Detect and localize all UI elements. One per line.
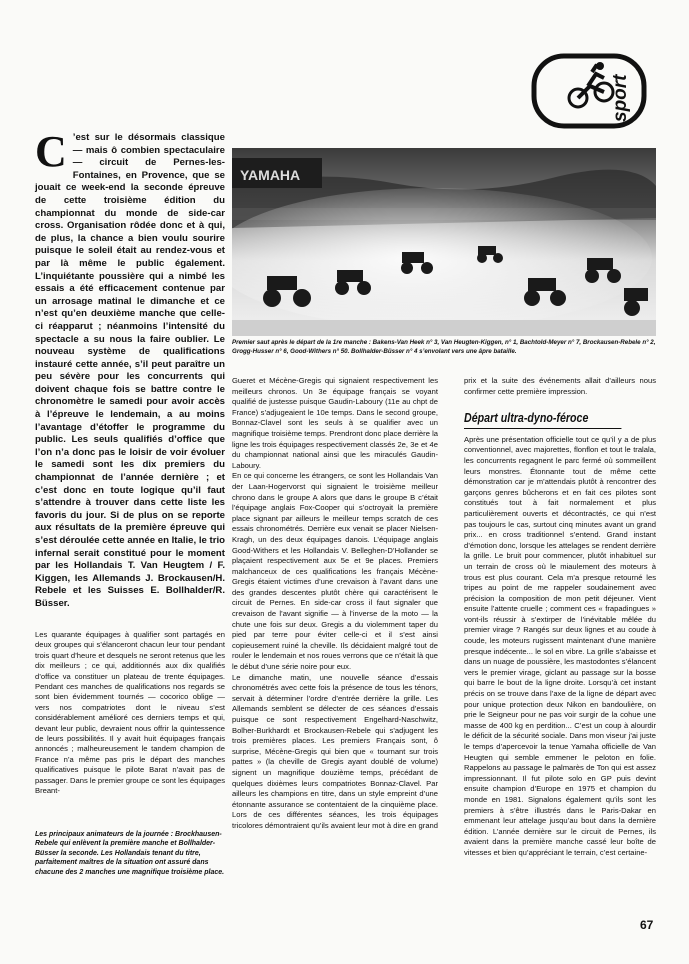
column-3 <box>464 376 656 859</box>
page-number: 67 <box>640 918 654 932</box>
photo-banner: YAMAHA <box>240 167 301 183</box>
sport-logo <box>530 52 648 130</box>
column-2-paragraph: Le dimanche matin, une nouvelle séance d’essais chronométrés avec cette fois la présence de tous les ténors, servait à déterminer l’ordre d’entrée derrière la grille. Les Allemands semblent se délecter de ces séances d’essais puisque ce sont respectivement Engelhard-Naschwitz, Bolher-Burkhardt et Brockausen-Rebele qui s’adjugent les trois premières places. Les premiers Français sont, ô surprise, Mécène-Gregis qui bien que « tournant sur trois pattes » (la cheville de Gregis ayant doublé de volume) signent un magnifique douzième temps, précédant de quelques dixièmes leurs compatriotes Bonnaz-Clavel. Par ailleurs les champions en titre, dans un style empreint d’une étonnante assurance se contentaient de la cinquième place. Lors de ces différentes séances, les trois équipages tricolores démontraient qu’ils avaient leur mot à dire en grand <box>232 672 438 830</box>
race-photo <box>232 148 656 336</box>
motocross-rider-icon <box>569 62 613 107</box>
drop-cap: C <box>35 127 67 176</box>
logo-word: sport <box>610 74 631 122</box>
column-2-paragraph: En ce qui concerne les étrangers, ce sont les Hollandais Van der Laan-Hogervorst qui signaient le troisième meilleur chrono dans le groupe A alors que dans le groupe B c’était l’équipage anglais Fox-Cooper qui s’octroyait la première place signant par ailleurs le meilleur temps scratch de ces essais chronométrés. Derrière eux venait se placer Nielsen-Kragh, un des deux équipages danois. L’équipage anglais Good-Withers et les Hollandais V. Belleghen-D’Hollander se plaçaient respectivement aux 5e et 9e places. Premiers malchanceux de ces qualifications les français Mécène-Gregis étaient victimes d’une crevaison à l’avant dans une des grandes descentes plutôt chère qui caractérisent le circuit de Pernes. En side-car cross il faut signaler que crevaison de l’avant signifie — à l’inverse de la moto — la chute une fois sur deux. Gregis a du violemment taper du pied par terre pour éviter celle-ci et il s’est ainsi copieusement ruiné la cheville. Ils décidaient malgré tout de rouler le lendemain et nos roues verrons que ce n’était là que le début d’une série noire pour eux. <box>232 471 438 672</box>
column-3-body: Après une présentation officielle tout ce qu’il y a de plus conventionnel, avec majorettes, flonflon et tout le tralala, les concurrents regagnent le parc fermé où sommeillent leurs monstres. Étonnante tout de même cette démonstration car je m’attendais plutôt à rencontrer des garçons genres bûcherons et en fait ces pilotes sont constitués tout à fait normalement et plus particulièrement ouverts et décontractés, ce qui n’est pas toujours le cas, surtout cinq minutes avant un grand prix... en cross traditionnel s’entend. Grand instant d’émotion donc, lorsque les attelages se rendent derrière la grille. Le bruit pour commencer, plutôt inhabituel sur un terrain de cross où le miaulement des moteurs à trous est plus courant. Cela m’a presque retourné les tripes au point de me rappeler soudainement avec précision la composition de mon petit déjeuner. Vient ensuite l’attente cruelle ; comment ces « frapadingues » vont-ils réussir à s’extirper de l’inévitable mêlée du premier virage ? Rangés sur deux lignes et au coude à coude, les moteurs rugissent maintenant d’une manière presque indécente... le sol en vibre. La grille s’abaisse et dans un nuage de poussière, les mastodontes s’élancent vers le premier virage, giclant au passage sur la bosse qui barre le bout de la ligne droite. Lorsqu’à cet instant précis on se trouve dans l’axe de la ligne de départ avec pour unique protection deux Nikon en bandoulière, on prie le Seigneur pour ne pas voir surgir de la cohue une masse de 400 kg en perdition... C’est un coup à alourdir le déficit de la sécurité sociale. Dans mon viseur j’ai juste le temps d’apercevoir la tenue Yamaha officielle de Van Heugten qui semble emmener le peloton en folie. Rappelons au passage le palmarès de Ton qui est assez impressionnant. Il fut pilote solo en GP puis devint ensuite champion d’Europe en 1975 et champion du monde en 1981. Signalons également qu’ils sont les premiers à s’être illustrés dans le Paris-Dakar en emmenant leur attelage jusqu’au bout dans la dernière édition. L’année dernière sur le circuit de Pernes, ils avaient dans la première manche cassé leur boîte de vitesses et bien qu’appréciant le terrain, c’est certaine- <box>464 434 656 857</box>
column-2 <box>232 376 438 832</box>
intro-text: ’est sur le désormais classique — mais ô combien spectaculaire — circuit de Pernes-les-Fontaines, en Provence, que se jouait ce week-end la seconde épreuve de cette troisième édition du championnat du monde de side-car cross. Organisation rôdée donc et à qui, de plus, la chance a bien voulu sourire puisque le soleil était au rendez-vous et par là même le public également. L’inquiétante poussière qui a nimbé les essais a été efficacement contenue par un arrosage matinal le dimanche et ce n’est qu’en deuxième manche que celle-ci réapparut ; néanmoins l’intensité du spectacle a su nous la faire oublier. Le nouveau système de qualifications instauré cette année, s’il peut paraître un peu sévère pour les concurrents qui doivent chaque fois se battre contre le chronomètre le samedi pour avoir accès à l’épreuve le lendemain, a au moins l’avantage d’étoffer le programme du public. Les seuls qualifiés d’office que l’on n’a donc pas le loisir de voir évoluer le samedi sont les dix premiers du championnat de l’année dernière ; et c’est donc en toute logique qu’il faut s’attendre à trouver dans cette liste les favoris du jour. Si de plus on se reporte aux résultats de la première épreuve qui s’est déroulée cette année en Italie, le trio infernal serait constitué pour le moment par les Hollandais T. Van Heugtem / F. Kiggen, les Allemands J. Brockausen/H. Rebele et les Suisses E. Bollhalder/R. Büsser. <box>35 132 225 609</box>
column-1-body: Les quarante équipages à qualifier sont partagés en deux groupes qui s’élanceront chacun leur tour pendant trois quart d’heure et desquels ne seront retenus que les dix meilleurs ; ce qui, additionnés aux dix qualifiés d’office va constituer un plateau de trente équipages. Pendant ces manches de qualifications nos regards se sont bien évidemment tournés — cocorico oblige — vers nos compatriotes dont le niveau s’est considérablement amélioré ces derniers temps et qui, devant leur public, devraient nous offrir la quintessence de leurs possibilités. Il y avait huit équipages français annoncés ; malheureusement le tandem champion de France n’a même pas pris le départ des manches qualificatives puisque le pilote Barat n’avait pas de passager. Dans le premier groupe ce sont les équipages Breant- <box>35 630 225 796</box>
column-2-paragraph: Gueret et Mécène-Gregis qui signaient respectivement les meilleurs chronos. Un 3e équipage français se voyant qualifié de justesse puisque Gaudin-Laboury (11e au chpt de France) s’adjugeaient le 10e temps. Dans le second groupe, Bonnaz-Clavel sont les seuls à se qualifier avec un magnifique troisième temps. Prendront donc place derrière la ligne les trois équipages respectivement classés 2e, 3e et 4e du championnat national ainsi que les miraculés Gaudin-Laboury. <box>232 376 438 470</box>
section-heading: Départ ultra-dyno-féroce <box>464 413 621 429</box>
photo-legend: Les principaux animateurs de la journée : Brockhausen-Rebele qui enlèvent la première manche et Bollhalder-Büsser la seconde. Les Hollandais tenant du titre, parfaitement maîtres de la situation ont assuré dans chacune des 2 manches une magnifique troisième place. <box>35 831 225 876</box>
photo-caption: Premier saut après le départ de la 1re manche : Bakens-Van Heek n° 3, Van Heugten-Kiggen, n° 1, Bachtold-Meyer n° 7, Brockausen-Rebele n° 2, Grogg-Husser n° 6, Good-Withers n° 50. Bollhalder-Büsser n° 4 s’envolant vers une âpre bataille. <box>232 339 656 355</box>
column-3-intro: prix et la suite des événements allait d’ailleurs nous confirmer cette première impression. <box>464 376 656 396</box>
intro-paragraph <box>35 127 225 611</box>
